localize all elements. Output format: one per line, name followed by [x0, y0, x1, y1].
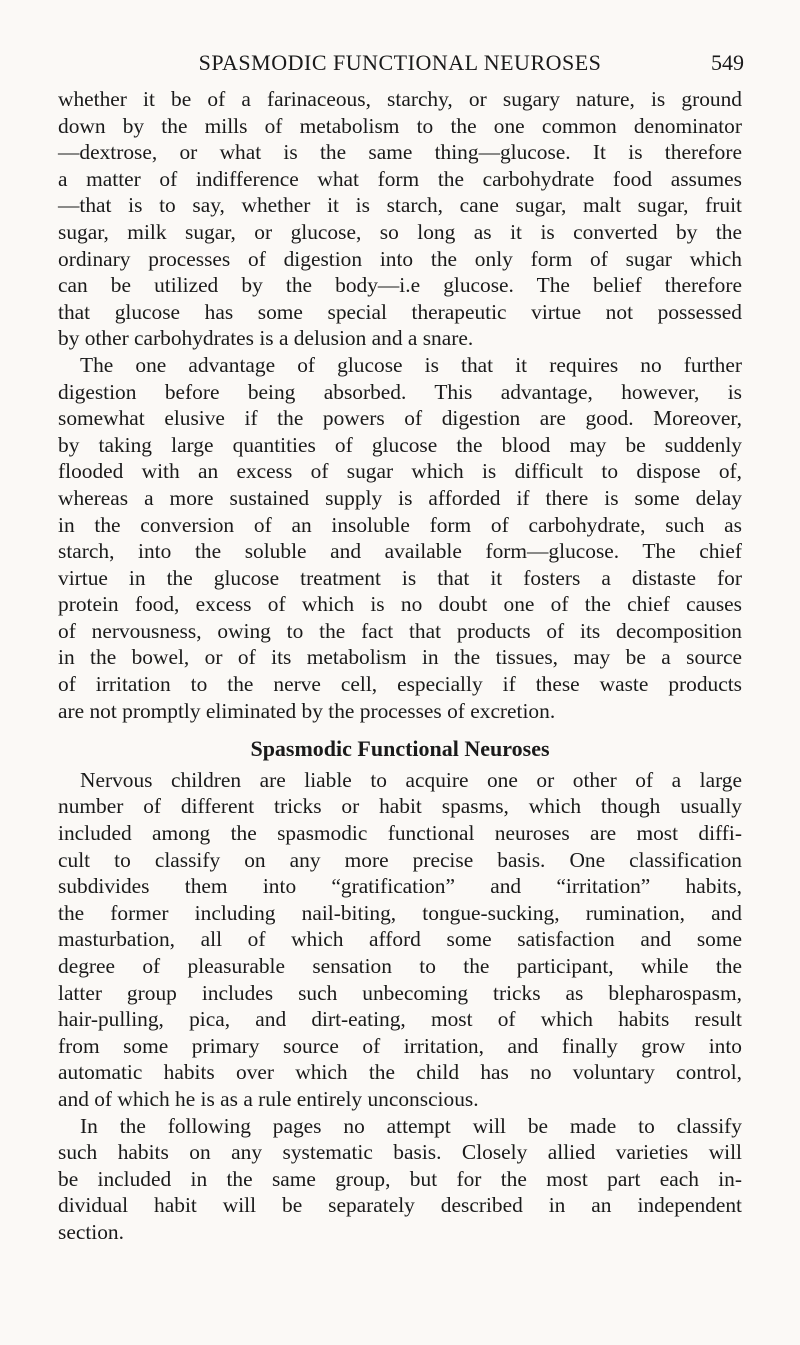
text-line: section. [58, 1219, 124, 1244]
text-line: in the bowel, or of its metabolism in the tissues, may be a source [58, 645, 742, 670]
text-line: masturbation, all of which afford some satisfaction and some [58, 927, 742, 952]
text-line: by taking large quantities of glucose the blood may be suddenly [58, 432, 742, 457]
text-line: included among the spasmodic functional neuroses are most diffi- [58, 821, 742, 846]
text-line: digestion before being absorbed. This advantage, however, is [58, 379, 742, 404]
text-line: degree of pleasurable sensation to the participant, while the [58, 954, 742, 978]
text-line: flooded with an excess of sugar which is difficult to dispose of, [58, 459, 742, 484]
text-line: by other carbohydrates is a delusion and a snare. [58, 326, 474, 351]
text-line: virtue in the glucose treatment is that it fosters a distaste for [58, 565, 742, 590]
text-line: dividual habit will be separately described in an independent [58, 1193, 742, 1218]
running-head [56, 50, 744, 80]
text-line: In the following pages no attempt will be made to classify [80, 1113, 742, 1138]
text-line: are not promptly eliminated by the processes of excretion. [58, 698, 556, 723]
text-line: —dextrose, or what is the same thing—glucose. It is therefore [58, 140, 742, 165]
text-line: subdivides them into “gratification” and “irritation” habits, [58, 874, 742, 899]
text-line: in the conversion of an insoluble form of carbohydrate, such as [58, 512, 742, 537]
text-line: the former including nail-biting, tongue-sucking, rumination, and [58, 900, 742, 925]
text-line: from some primary source of irritation, and finally grow into [58, 1033, 742, 1058]
text-line: The one advantage of glucose is that it requires no further [80, 352, 742, 377]
section-heading: Spasmodic Functional Neuroses [250, 736, 550, 762]
text-line: —that is to say, whether it is starch, cane sugar, malt sugar, fruit [58, 193, 742, 218]
text-line: protein food, excess of which is no doubt one of the chief causes [58, 592, 742, 617]
text-line: of irritation to the nerve cell, especially if these waste products [58, 672, 742, 697]
text-line: cult to classify on any more precise basis. One classification [58, 847, 742, 872]
text-line: ordinary processes of digestion into the only form of sugar which [58, 246, 742, 271]
paragraph-2 [58, 352, 742, 724]
running-title: SPASMODIC FUNCTIONAL NEUROSES [198, 50, 602, 75]
text-line: starch, into the soluble and available form—glucose. The chief [58, 539, 742, 564]
text-line: such habits on any systematic basis. Closely allied varieties will [58, 1140, 742, 1165]
text-line: a matter of indifference what form the carbohydrate food assumes [58, 166, 742, 191]
text-line: that glucose has some special therapeutic virtue not possessed [58, 299, 742, 324]
text-line: and of which he is as a rule entirely unconscious. [58, 1086, 479, 1111]
text-line: of nervousness, owing to the fact that products of its decomposition [58, 618, 742, 643]
text-line: whereas a more sustained supply is afforded if there is some delay [58, 485, 742, 510]
paragraph-3 [58, 767, 742, 1113]
text-line: hair-pulling, pica, and dirt-eating, most of which habits result [58, 1007, 742, 1032]
text-line: latter group includes such unbecoming tricks as blepharospasm, [58, 980, 742, 1005]
text-line: automatic habits over which the child has no voluntary control, [58, 1060, 742, 1085]
text-line: can be utilized by the body—i.e glucose. The belief therefore [58, 273, 742, 298]
page-number: 549 [711, 50, 744, 75]
text-line: somewhat elusive if the powers of digestion are good. Moreover, [58, 406, 742, 431]
text-line: be included in the same group, but for the most part each in- [58, 1166, 742, 1191]
paragraph-4 [58, 1113, 742, 1246]
text-line: number of different tricks or habit spasms, which though usually [58, 794, 742, 819]
text-line: sugar, milk sugar, or glucose, so long as it is converted by the [58, 219, 742, 244]
body-text [58, 86, 742, 1246]
paragraph-1 [58, 86, 742, 352]
text-line: whether it be of a farinaceous, starchy, or sugary nature, is ground [58, 87, 742, 111]
text-line: Nervous children are liable to acquire one or other of a large [80, 767, 742, 792]
text-line: down by the mills of metabolism to the one common denominator [58, 113, 742, 138]
